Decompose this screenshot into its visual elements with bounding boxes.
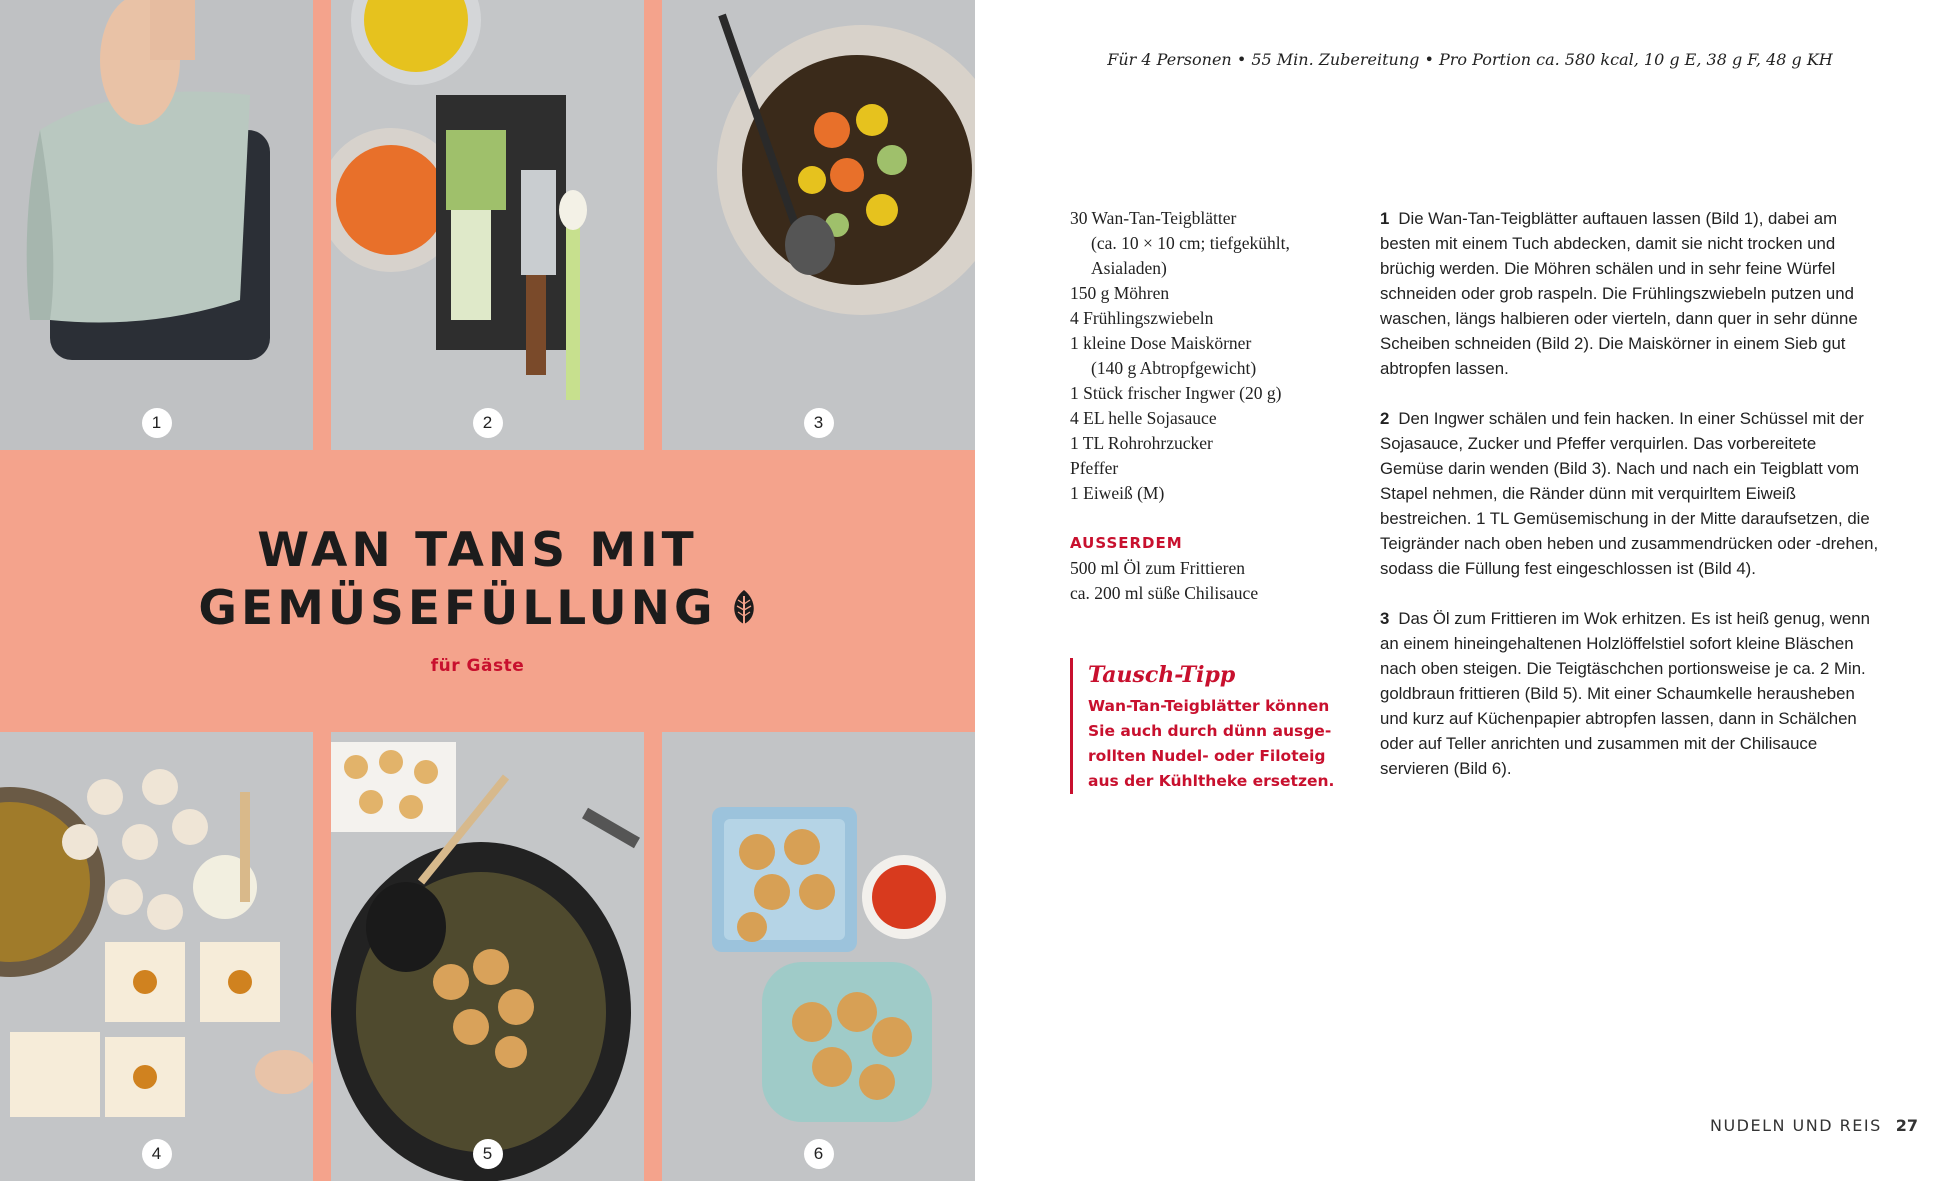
ingredient-line: 4 Frühlingszwiebeln — [1070, 308, 1214, 328]
ingredient-line: Pfeffer — [1070, 458, 1119, 478]
step-photo-6 — [662, 732, 975, 1181]
recipe-subtitle: für Gäste — [430, 656, 525, 676]
tip-title: Tausch-Tipp — [1088, 662, 1236, 688]
ingredient-line: 150 g Möhren — [1070, 283, 1170, 303]
ingredient-line: Asialaden) — [1091, 258, 1167, 278]
photo-number-4: 4 — [142, 1139, 172, 1169]
preparation-steps — [1380, 206, 1880, 806]
extra-ingredients-heading: AUSSERDEM — [1070, 534, 1183, 552]
title-band — [0, 450, 975, 732]
photo-number-3: 3 — [804, 408, 834, 438]
step-photo-3 — [662, 0, 975, 450]
step-text: Die Wan-Tan-Teigblätter auftauen lassen (Bild 1), dabei am besten mit einem Tuch abdecken, damit sie nicht trocken und brüchig werden. Die Möhren schälen und in sehr feine Würfel schneiden oder grob raspeln. Die Frühlingszwiebeln putzen und waschen, längs halbieren oder vierteln, dann quer in sehr dünne Scheiben schneiden (Bild 2). Die Maiskörner in einem Sieb gut abtropfen lassen. — [1380, 209, 1858, 378]
page-number: 27 — [1895, 1116, 1918, 1135]
step-1 — [1380, 206, 1880, 381]
ingredient-line: (140 g Abtropfgewicht) — [1091, 358, 1257, 378]
step-photo-5 — [331, 732, 644, 1181]
swap-tip-box — [1070, 658, 1340, 794]
ingredient-line: (ca. 10 × 10 cm; tiefgekühlt, — [1091, 233, 1290, 253]
step-photo-2 — [331, 0, 644, 450]
ingredient-line: 1 Eiweiß (M) — [1070, 483, 1165, 503]
leaf-icon — [731, 588, 757, 628]
recipe-title-line-1: WAN TANS MIT — [257, 523, 698, 578]
step-photo-1 — [0, 0, 313, 450]
photo-number-6: 6 — [804, 1139, 834, 1169]
ingredient-line: 4 EL helle Sojasauce — [1070, 408, 1217, 428]
step-text: Den Ingwer schälen und fein hacken. In einer Schüssel mit der Sojasauce, Zucker und Pfeffer verquirlen. Das vorbereitete Gemüse darin wenden (Bild 3). Nach und nach ein Teigblatt vom Stapel nehmen, die Ränder dünn mit verquirltem Eiweiß bestreichen. 1 TL Gemüsemischung in der Mitte daraufsetzen, die Teigränder nach oben heben und zusammendrücken oder -drehen, sodass die Füllung fest eingeschlossen ist (Bild 4). — [1380, 409, 1879, 578]
extra-ingredient-line: ca. 200 ml süße Chilisauce — [1070, 583, 1259, 603]
photo-number-2: 2 — [473, 408, 503, 438]
ingredient-line: 1 kleine Dose Maiskörner — [1070, 333, 1252, 353]
page-footer — [1710, 1116, 1918, 1135]
step-text: Das Öl zum Frittieren im Wok erhitzen. Es ist heiß genug, wenn an einem hineingehaltenen Holzlöffelstiel sofort kleine Bläschen nach oben steigen. Die Teigtäschchen portionsweise je ca. 2 Min. goldbraun frittieren (Bild 5). Mit einer Schaumkelle herausheben und kurz auf Küchenpapier abtropfen lassen, dann in Schälchen oder auf Teller anrichten und zusammen mit der Chilisauce servieren (Bild 6). — [1380, 609, 1870, 778]
step-number: 3 — [1380, 609, 1390, 628]
recipe-title-line-2: GEMÜSEFÜLLUNG — [198, 581, 717, 636]
recipe-meta: Für 4 Personen • 55 Min. Zubereitung • Pro Portion ca. 580 kcal, 10 g E, 38 g F, 48 g KH — [1107, 50, 1833, 69]
ingredient-line: 1 Stück frischer Ingwer (20 g) — [1070, 383, 1282, 403]
recipe-title-line-2-wrap — [0, 580, 955, 638]
extra-ingredient-line: 500 ml Öl zum Frittieren — [1070, 558, 1245, 578]
ingredient-line: 1 TL Rohrohrzucker — [1070, 433, 1213, 453]
ingredient-line: 30 Wan-Tan-Teigblätter — [1070, 208, 1237, 228]
step-2 — [1380, 406, 1880, 581]
tip-text: Wan-Tan-Teigblätter können Sie auch durch dünn ausgerollten Nudel- oder Filoteig aus der Kühltheke ersetzen. — [1088, 697, 1335, 790]
step-number: 1 — [1380, 209, 1390, 228]
section-name: NUDELN UND REIS — [1709, 1116, 1882, 1135]
step-photo-4 — [0, 732, 313, 1181]
step-3 — [1380, 606, 1880, 781]
step-number: 2 — [1380, 409, 1390, 428]
photo-number-5: 5 — [473, 1139, 503, 1169]
ingredient-list — [1070, 206, 1330, 606]
photo-number-1: 1 — [142, 408, 172, 438]
recipe-title — [0, 522, 955, 638]
